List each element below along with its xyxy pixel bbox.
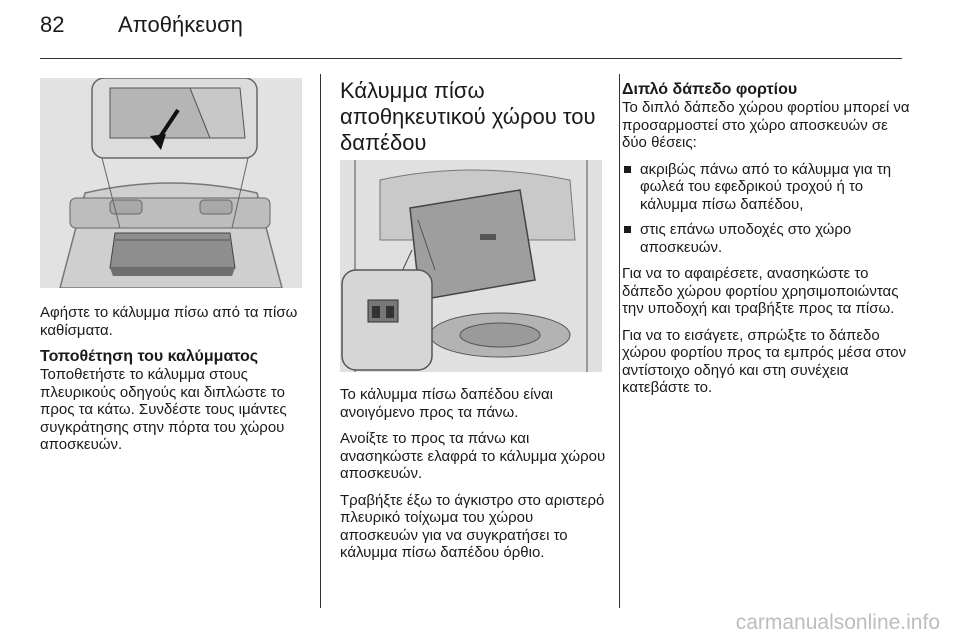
- double-floor-heading: Διπλό δάπεδο φορτίου: [622, 81, 798, 98]
- paragraph-2: Ανοίξτε το προς τα πάνω και ανασηκώστε ελαφρά το κάλυμμα χώρου αποσκευών.: [340, 430, 606, 482]
- column-divider-1: [320, 74, 321, 608]
- bullet-icon: [624, 166, 631, 173]
- trunk-cover-removal-icon: [40, 78, 302, 288]
- section-title: Κάλυμμα πίσω αποθηκευτικού χώρου του δαπέδου: [340, 78, 596, 155]
- watermark: carmanualsonline.info: [735, 611, 940, 634]
- header-divider: [40, 58, 902, 59]
- column-divider-2: [619, 74, 620, 608]
- list-item: ακριβώς πάνω από το κάλυμμα για τη φωλεά του εφεδρικού τροχού ή το κάλυμμα πίσω δαπέδου,: [622, 161, 912, 214]
- list-item: στις επάνω υποδοχές στο χώρο αποσκευών.: [622, 221, 912, 256]
- section-body: Τοποθετήστε το κάλυμμα στους πλευρικούς οδηγούς και διπλώστε το προς τα κάτω. Συνδέστε τους ιμάντες συγκράτησης στην πόρτα του χώρου αποσκευών.: [40, 366, 287, 453]
- figure-caption: Αφήστε το κάλυμμα πίσω από τα πίσω καθίσματα.: [40, 304, 298, 339]
- insert-instructions: Για να το εισάγετε, σπρώξτε το δάπεδο χώρου φορτίου προς τα εμπρός μέσα στον αντίστοιχο οδηγό και στη συνέχεια κατεβάστε το.: [622, 326, 907, 396]
- section-heading: Τοποθέτηση του καλύμματος: [40, 348, 259, 365]
- floor-cover-figure: [340, 160, 602, 372]
- remove-instructions: Για να το αφαιρέσετε, ανασηκώστε το δάπεδο χώρου φορτίου χρησιμοποιώντας την υποδοχή και τραβήξτε προς τα πίσω.: [622, 265, 899, 317]
- paragraph-1: Το κάλυμμα πίσω δαπέδου είναι ανοιγόμενο προς τα πάνω.: [340, 386, 553, 421]
- page-number: 82: [40, 12, 65, 37]
- trunk-cover-figure: [40, 78, 302, 288]
- page-title: Αποθήκευση: [118, 12, 243, 37]
- bullet-icon: [624, 226, 631, 233]
- position-list: [622, 161, 912, 257]
- double-floor-intro: Το διπλό δάπεδο χώρου φορτίου μπορεί να προσαρμοστεί στο χώρο αποσκευών σε δύο θέσεις:: [622, 99, 910, 151]
- floor-cover-hook-icon: [340, 160, 602, 372]
- paragraph-3: Τραβήξτε έξω το άγκιστρο στο αριστερό πλευρικό τοίχωμα του χώρου αποσκευών για να συγκρατήσει το κάλυμμα πίσω δαπέδου όρθιο.: [340, 491, 605, 561]
